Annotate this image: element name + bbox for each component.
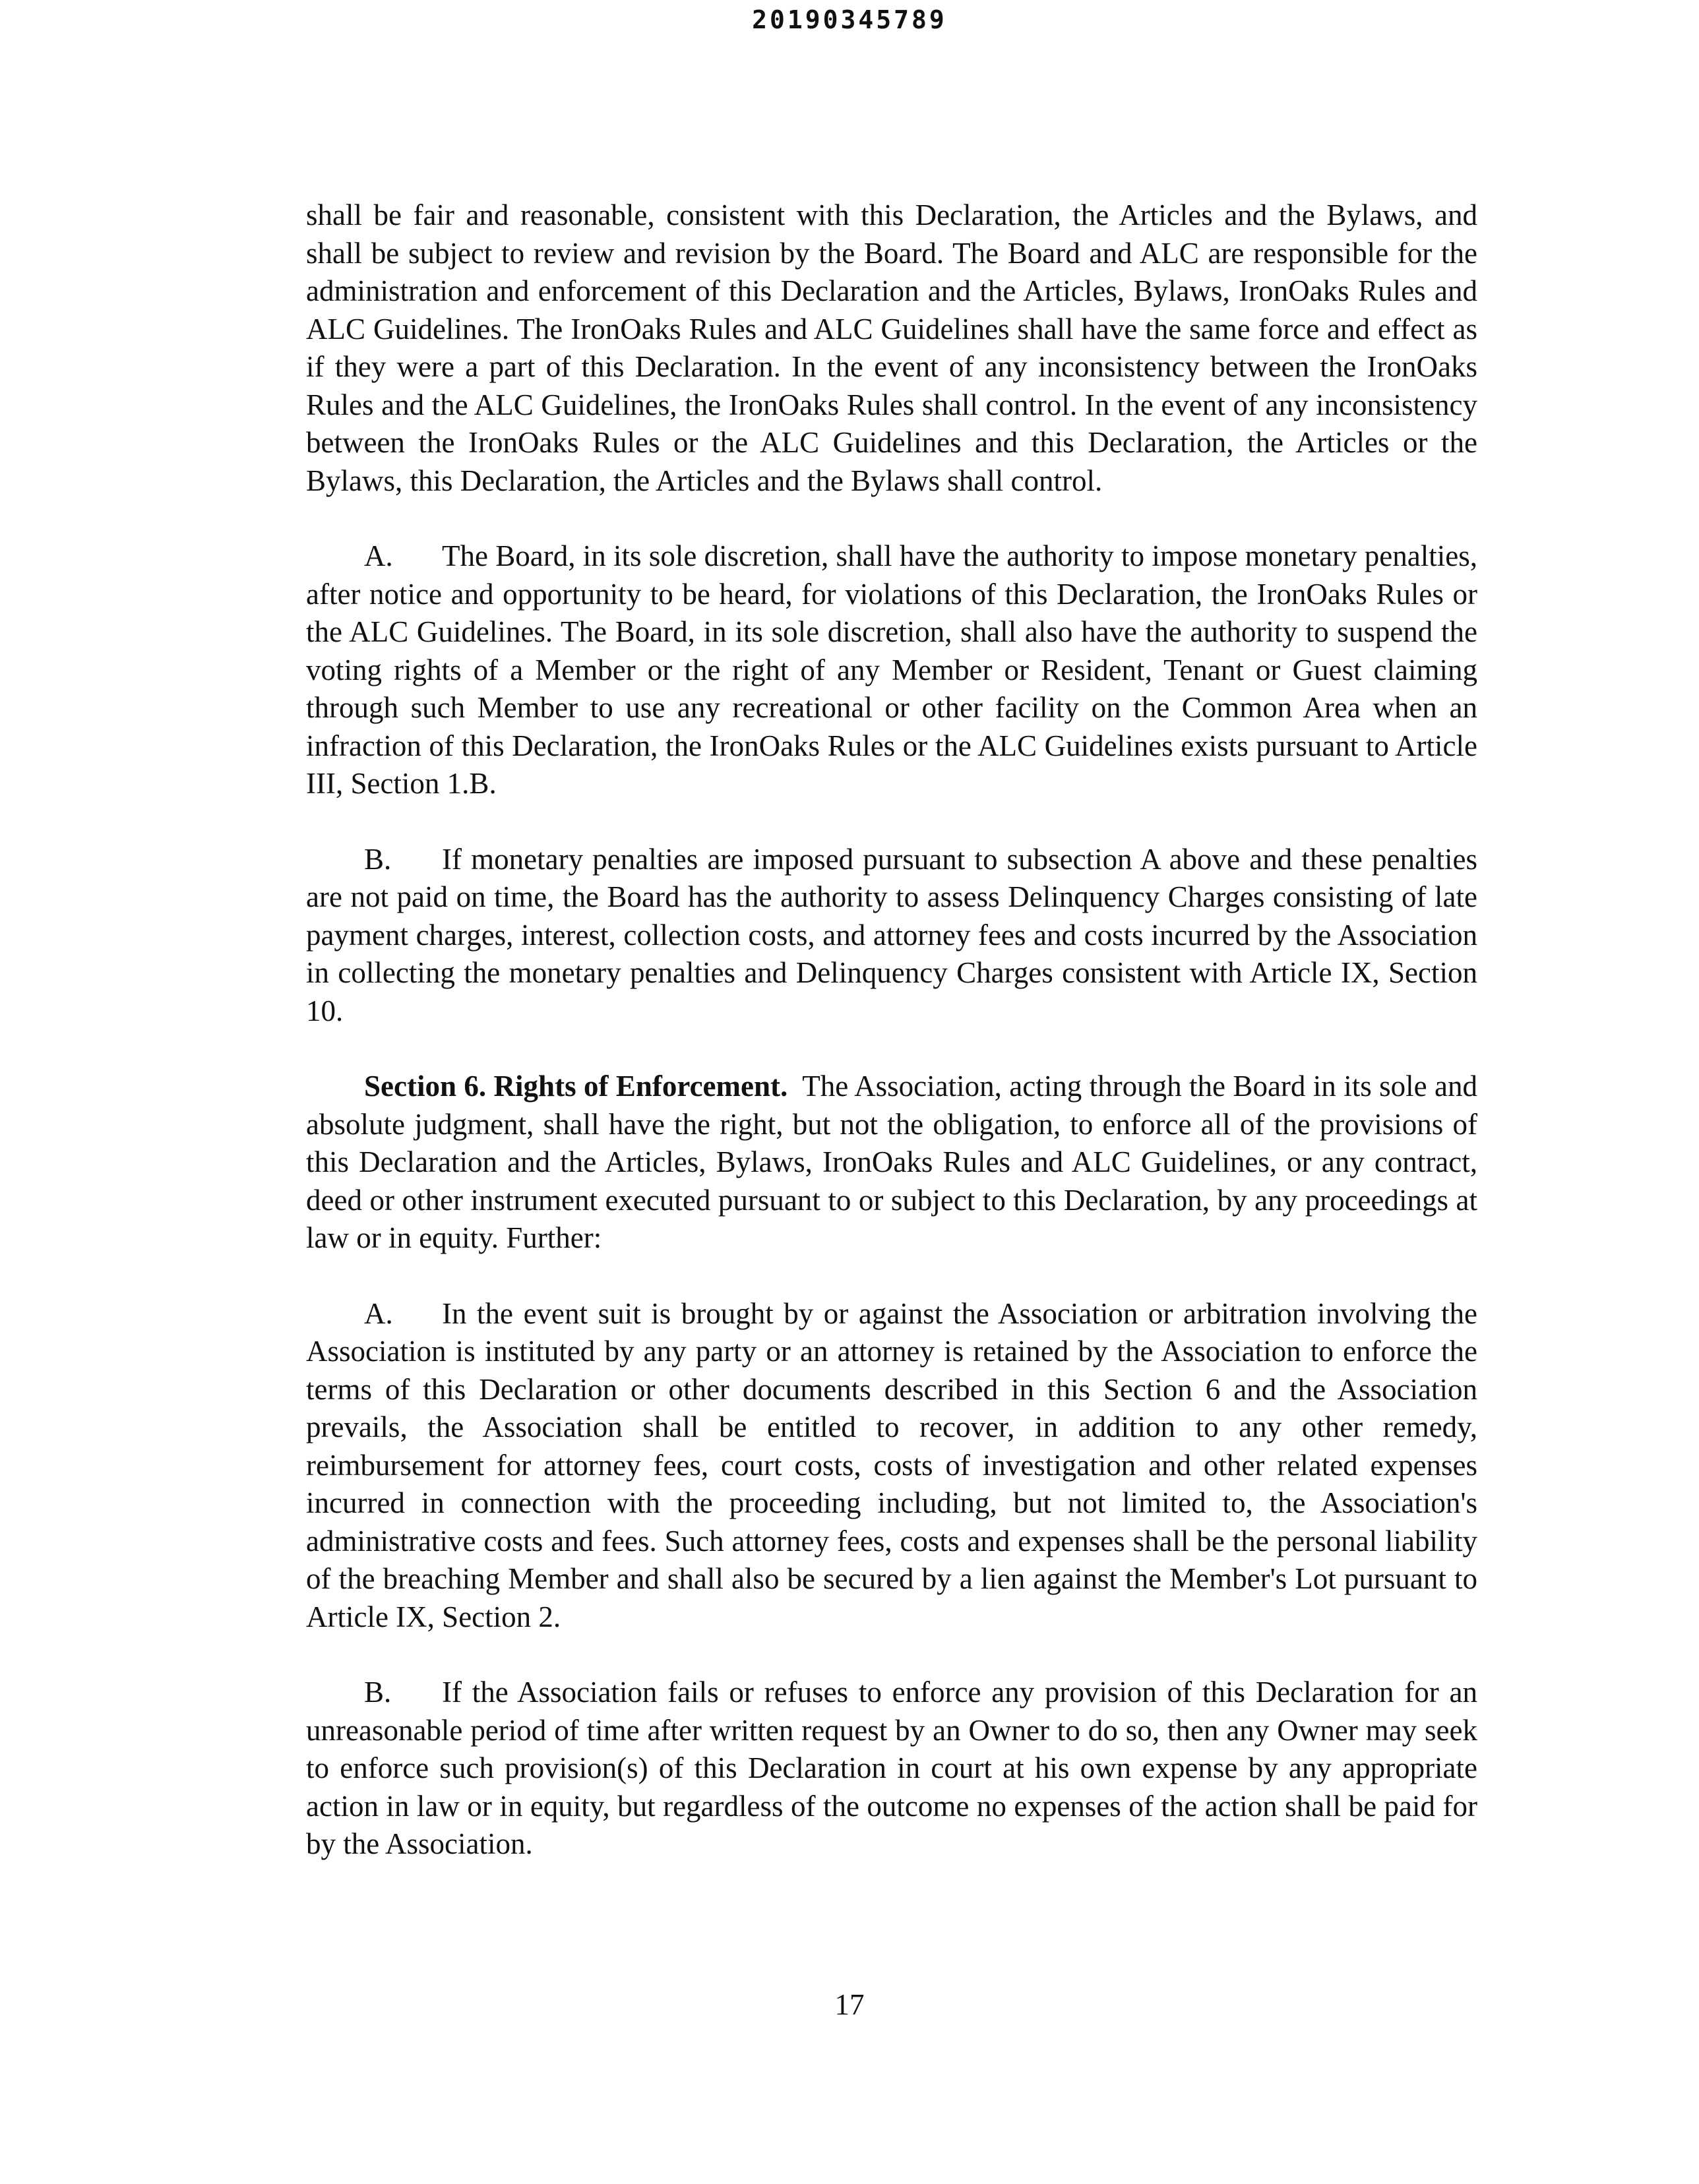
page-body [306, 197, 1477, 1901]
paragraph-text: The Association, acting through the Board in its sole and absolute judgment, shall have the right, but not the obligation, to enforce all of the provisions of this Declaration and the Articles, Bylaws, IronOaks Rules and ALC Guidelines, or any contract, deed or other instrument executed pursuant to or subject to this Declaration, by any proceedings at law or in equity. Further: [306, 1070, 1478, 1254]
paragraph-6a-attorney-fees [306, 1295, 1477, 1637]
section-6-rights-of-enforcement [306, 1068, 1477, 1258]
paragraph-text: In the event suit is brought by or against the Association or arbitration involving the Association is instituted by any party or an attorney is retained by the Association to enforce the terms of this Declaration or other documents described in this Section 6 and the Association prevails, the Association shall be entitled to recover, in addition to any other remedy, reimbursement for attorney fees, court costs, costs of investigation and other related expenses incurred in connection with the proceeding including, but not limited to, the Association's administrative costs and fees. Such attorney fees, costs and expenses shall be the personal liability of the breaching Member and shall also be secured by a lien against the Member's Lot pursuant to Article IX, Section 2. [306, 1296, 1477, 1633]
list-marker: A. [364, 539, 393, 572]
paragraph-text: The Board, in its sole discretion, shall have the authority to impose monetary penalties, after notice and opportunity to be heard, for violations of this Declaration, the IronOaks Rules or the ALC Guidelines. The Board, in its sole discretion, shall also have the authority to suspend the voting rights of a Member or the right of any Member or Resident, Tenant or Guest claiming through such Member to use any recreational or other facility on the Common Area when an infraction of this Declaration, the IronOaks Rules or the ALC Guidelines exists pursuant to Article III, Section 1.B. [306, 539, 1477, 800]
paragraph-text: If monetary penalties are imposed pursuant to subsection A above and these penalties are not paid on time, the Board has the authority to assess Delinquency Charges consisting of late payment charges, interest, collection costs, and attorney fees and costs incurred by the Association in collecting the monetary penalties and Delinquency Charges consistent with Article IX, Section 10. [306, 842, 1477, 1027]
document-number: 20190345789 [752, 5, 947, 34]
section-heading: Section 6. Rights of Enforcement. [364, 1070, 788, 1103]
list-marker: A. [364, 1296, 393, 1330]
list-marker: B. [364, 1676, 392, 1709]
paragraph-continuation [306, 197, 1477, 500]
paragraph-text: shall be fair and reasonable, consistent with this Declaration, the Articles and the Bylaws, and shall be subject to review and revision by the Board. The Board and ALC are responsible for the administration and enforcement of this Declaration and the Articles, Bylaws, IronOaks Rules and ALC Guidelines. The IronOaks Rules and ALC Guidelines shall have the same force and effect as if they were a part of this Declaration. In the event of any inconsistency between the IronOaks Rules and the ALC Guidelines, the IronOaks Rules shall control. In the event of any inconsistency between the IronOaks Rules or the ALC Guidelines and this Declaration, the Articles or the Bylaws, this Declaration, the Articles and the Bylaws shall control. [306, 198, 1477, 497]
paragraph-5b-delinquency-charges [306, 841, 1477, 1031]
page-number: 17 [834, 1988, 865, 2021]
list-marker: B. [364, 842, 392, 876]
paragraph-6b-owner-enforcement [306, 1674, 1477, 1864]
paragraph-5a-monetary-penalties [306, 537, 1477, 803]
paragraph-text: If the Association fails or refuses to enforce any provision of this Declaration for an unreasonable period of time after written request by an Owner to do so, then any Owner may seek to enforce such provision(s) of this Declaration in court at his own expense by any appropriate action in law or in equity, but regardless of the outcome no expenses of the action shall be paid for by the Association. [306, 1676, 1477, 1860]
